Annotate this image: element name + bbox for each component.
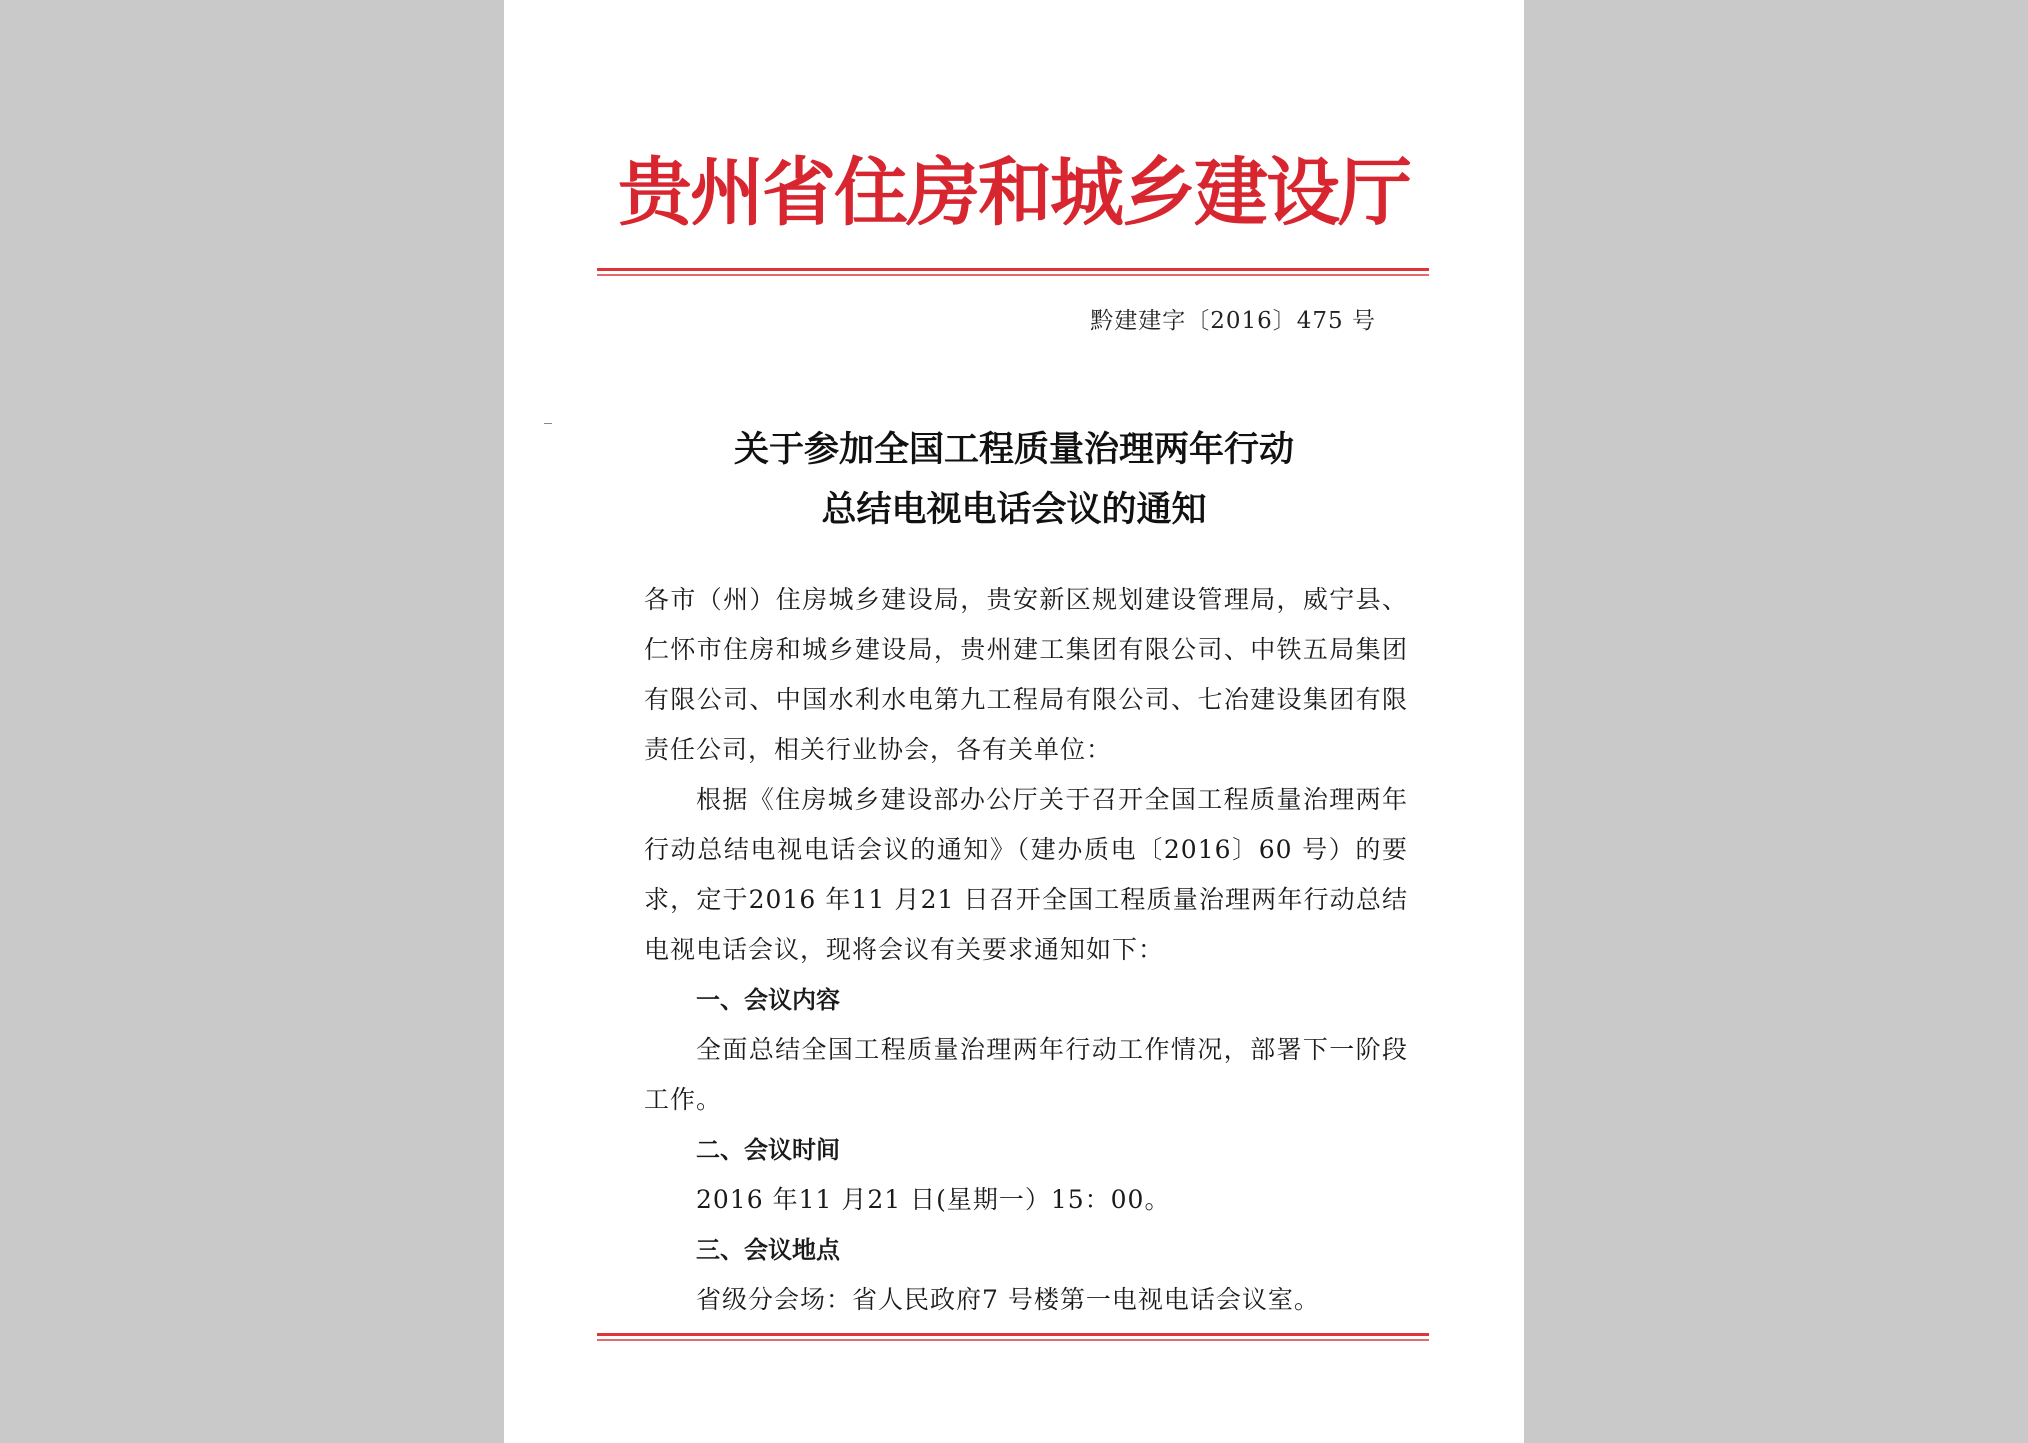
section-heading-location: 三、会议地点 [696, 1236, 840, 1264]
masthead-red-rule [597, 268, 1429, 271]
agency-masthead: 贵州省住房和城乡建设厅 [618, 150, 1410, 236]
masthead-red-rule-thin [597, 274, 1429, 276]
margin-mark [544, 423, 552, 424]
footer-red-rule [597, 1333, 1429, 1336]
document-page [504, 0, 1524, 1443]
document-title-line1: 关于参加全国工程质量治理两年行动 [733, 429, 1294, 470]
section-content-paragraph: 全面总结全国工程质量治理两年行动工作情况，部署下一阶段工作。 [644, 1035, 1408, 1114]
section-heading-time: 二、会议时间 [696, 1136, 840, 1164]
document-title-line2: 总结电视电话会议的通知 [821, 489, 1207, 530]
document-body [644, 575, 1408, 1325]
footer-red-rule-thin [597, 1339, 1429, 1341]
intro-paragraph: 根据《住房城乡建设部办公厅关于召开全国工程质量治理两年行动总结电视电话会议的通知》（建办质电〔2016〕60 号）的要求，定于2016 年11 月21 日召开全国工程质量治理两年行动总结电视电话会议，现将会议有关要求通知如下： [644, 785, 1408, 964]
section-time-paragraph: 2016 年11 月21 日(星期一）15：00。 [696, 1185, 1171, 1214]
section-heading-content: 一、会议内容 [696, 986, 840, 1014]
section-location-paragraph: 省级分会场：省人民政府7 号楼第一电视电话会议室。 [696, 1285, 1320, 1314]
recipients-paragraph: 各市（州）住房城乡建设局，贵安新区规划建设管理局，威宁县、仁怀市住房和城乡建设局，贵州建工集团有限公司、中铁五局集团有限公司、中国水利水电第九工程局有限公司、七冶建设集团有限责任公司，相关行业协会，各有关单位： [644, 585, 1408, 764]
document-number: 黔建建字〔2016〕475 号 [1090, 308, 1376, 334]
